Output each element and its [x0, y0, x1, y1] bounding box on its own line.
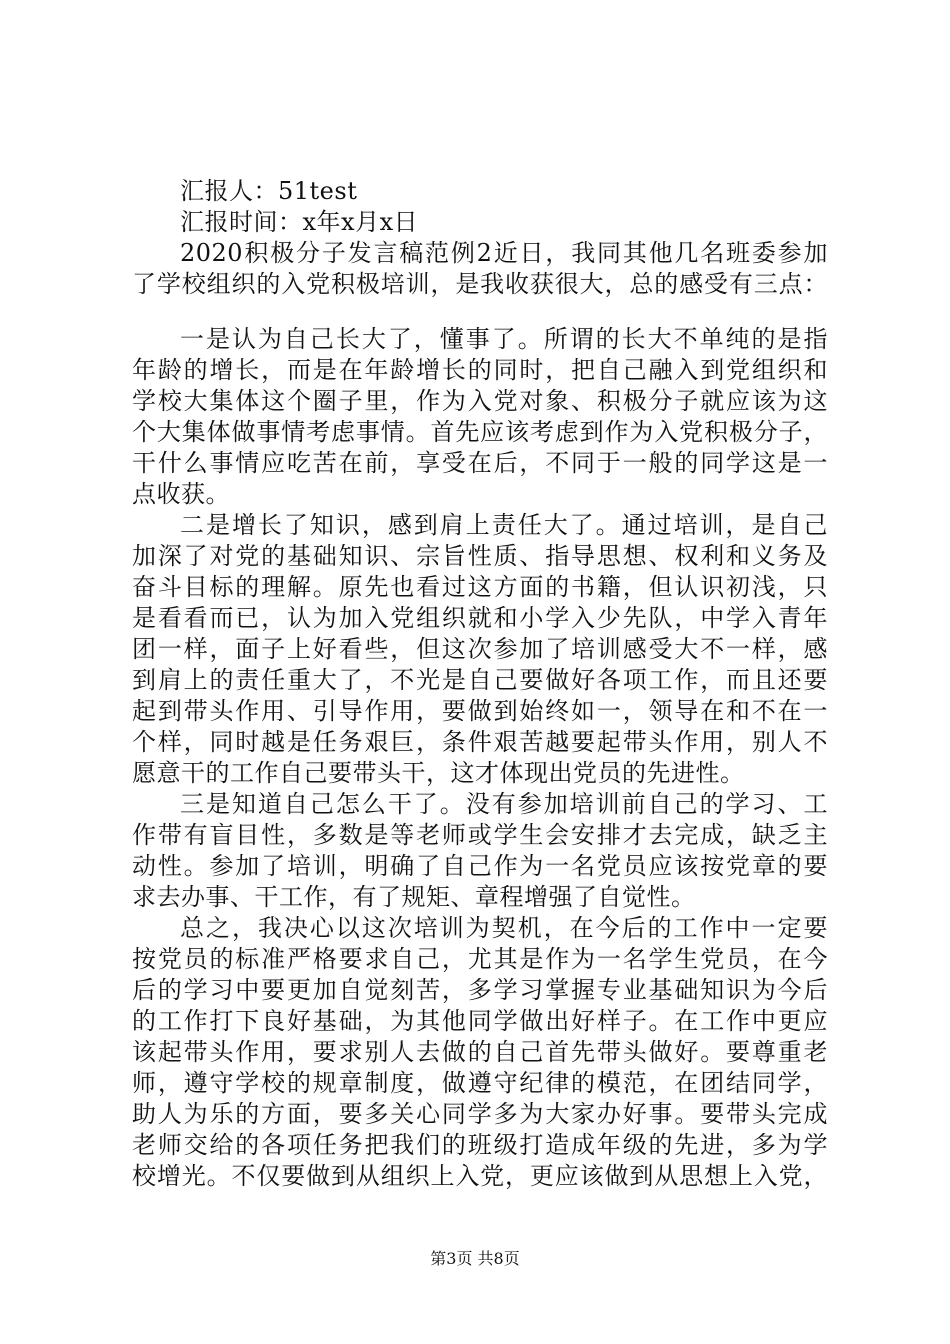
text-line: 按党员的标准严格要求自己，尤其是作为一名学生党员，在今	[132, 945, 828, 973]
text-line: 该起带头作用，要求别人去做的自己首先带头做好。要尊重老	[132, 1038, 828, 1066]
paragraph-third-point	[132, 789, 828, 913]
text-line: 起到带头作用、引导作用，要做到始终如一，领导在和不在一	[132, 697, 828, 725]
text-line: 年龄的增长，而是在年龄增长的同时，把自己融入到党组织和	[132, 356, 828, 384]
text-line: 校增光。不仅要做到从组织上入党，更应该做到从思想上入党，	[132, 1162, 828, 1190]
text-line: 是看看而已，认为加入党组织就和小学入少先队，中学入青年	[132, 604, 828, 632]
text-line: 到肩上的责任重大了，不光是自己要做好各项工作，而且还要	[132, 666, 828, 694]
text-line: 动性。参加了培训，明确了自己作为一名党员应该按党章的要	[132, 852, 828, 880]
paragraph-gap	[132, 300, 828, 324]
text-line: 干什么事情应吃苦在前，享受在后，不同于一般的同学这是一	[132, 449, 828, 477]
text-line: 愿意干的工作自己要带头干，这才体现出党员的先进性。	[132, 759, 745, 787]
text-line: 总之，我决心以这次培训为契机，在今后的工作中一定要	[180, 914, 828, 942]
text-line: 老师交给的各项任务把我们的班级打造成年级的先进，多为学	[132, 1131, 828, 1159]
page-number-footer: 第3页 共8页	[430, 1249, 520, 1268]
text-line: 二是增长了知识，感到肩上责任大了。通过培训，是自己	[180, 511, 828, 539]
text-line: 个样，同时越是任务艰巨，条件艰苦越要起带头作用，别人不	[132, 728, 828, 756]
paragraph-first-point	[132, 324, 828, 510]
text-line: 师，遵守学校的规章制度，做遵守纪律的模范，在团结同学，	[132, 1069, 828, 1097]
text-line: 个大集体做事情考虑事情。首先应该考虑到作为入党积极分子，	[132, 418, 828, 446]
text-line: 奋斗目标的理解。原先也看过这方面的书籍，但认识初浅，只	[132, 573, 828, 601]
text-line: 助人为乐的方面，要多关心同学多为大家办好事。要带头完成	[132, 1100, 828, 1128]
paragraph-conclusion	[132, 913, 828, 1192]
text-line: 三是知道自己怎么干了。没有参加培训前自己的学习、工	[180, 790, 828, 818]
text-line: 2020积极分子发言稿范例2近日，我同其他几名班委参加	[180, 239, 828, 267]
text-line: 作带有盲目性，多数是等老师或学生会安排才去完成，缺乏主	[132, 821, 828, 849]
paragraph-second-point	[132, 510, 828, 789]
text-line: 了学校组织的入党积极培训，是我收获很大，总的感受有三点：	[132, 270, 828, 298]
text-line: 求去办事、干工作，有了规矩、章程增强了自觉性。	[132, 883, 696, 911]
text-line: 学校大集体这个圈子里，作为入党对象、积极分子就应该为这	[132, 387, 828, 415]
text-line: 后的学习中要更加自觉刻苦，多学习掌握专业基础知识为今后	[132, 976, 828, 1004]
text-line: 团一样，面子上好看些，但这次参加了培训感受大不一样，感	[132, 635, 828, 663]
text-line: 一是认为自己长大了，懂事了。所谓的长大不单纯的是指	[180, 325, 828, 353]
paragraph-intro	[132, 238, 828, 300]
reporter-line: 汇报人：51test	[180, 177, 358, 205]
text-line: 点收获。	[132, 480, 230, 508]
text-line: 加深了对党的基础知识、宗旨性质、指导思想、权利和义务及	[132, 542, 828, 570]
document-body	[132, 176, 828, 1192]
report-date-line: 汇报时间：x年x月x日	[180, 208, 419, 236]
text-line: 的工作打下良好基础，为其他同学做出好样子。在工作中更应	[132, 1007, 828, 1035]
